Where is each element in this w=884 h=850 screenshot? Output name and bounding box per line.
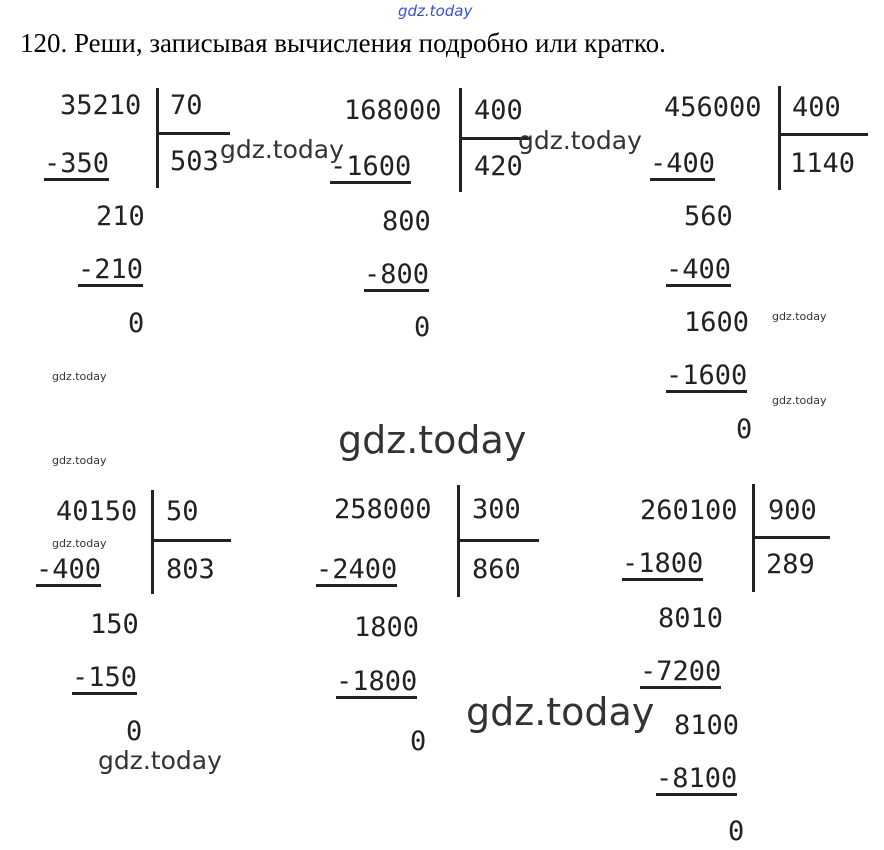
watermark: gdz.today (98, 746, 222, 775)
dividend: 40150 (56, 496, 138, 527)
step: 0 (126, 716, 143, 747)
step: -2400 (316, 554, 398, 585)
step: -1800 (336, 666, 418, 697)
step: 8100 (674, 710, 740, 741)
division-bar (459, 88, 462, 192)
quotient: 289 (766, 549, 815, 580)
watermark: gdz.today (518, 126, 642, 155)
quotient-line (459, 539, 539, 542)
step: 210 (96, 201, 145, 232)
step: -350 (44, 148, 110, 179)
step: 560 (684, 201, 733, 232)
watermark: gdz.today (466, 690, 655, 734)
divisor: 400 (792, 92, 841, 123)
step: 1800 (354, 612, 420, 643)
watermark-top: gdz.today (398, 2, 473, 20)
step: -400 (36, 554, 102, 585)
divisor: 300 (472, 494, 521, 525)
watermark: gdz.today (52, 370, 107, 383)
step: 150 (90, 609, 139, 640)
dividend: 258000 (334, 494, 432, 525)
dividend: 456000 (664, 92, 762, 123)
step: -150 (72, 662, 138, 693)
division-bar (151, 490, 154, 594)
watermark: gdz.today (52, 454, 107, 467)
quotient-line (780, 133, 868, 136)
divisor: 70 (170, 90, 203, 121)
step: 0 (414, 312, 431, 343)
step: 1600 (684, 307, 750, 338)
dividend: 35210 (60, 90, 142, 121)
step: -400 (666, 254, 732, 285)
quotient: 503 (170, 146, 219, 177)
step: 0 (410, 726, 427, 757)
step: -1800 (622, 548, 704, 579)
step: -1600 (330, 151, 412, 182)
divisor: 50 (166, 496, 199, 527)
task-title: 120. Реши, записывая вычисления подробно или кратко. (20, 28, 666, 58)
step: 8010 (658, 603, 724, 634)
step: -210 (78, 254, 144, 285)
divisor: 900 (768, 495, 817, 526)
step: -800 (364, 259, 430, 290)
quotient: 860 (472, 554, 521, 585)
dividend: 260100 (640, 495, 738, 526)
quotient-line (754, 536, 830, 539)
divisor: 400 (474, 95, 523, 126)
step: -400 (650, 148, 716, 179)
step: 0 (728, 816, 745, 847)
quotient: 1140 (790, 148, 856, 179)
quotient: 803 (166, 554, 215, 585)
step: -1600 (666, 360, 748, 391)
quotient: 420 (474, 151, 523, 182)
division-bar (156, 88, 159, 188)
dividend: 168000 (344, 95, 442, 126)
watermark: gdz.today (338, 418, 527, 462)
step: 0 (128, 308, 145, 339)
watermark: gdz.today (52, 537, 107, 550)
step: -8100 (656, 763, 738, 794)
step: -7200 (640, 656, 722, 687)
division-bar (778, 86, 781, 190)
step: 0 (736, 414, 753, 445)
watermark: gdz.today (772, 310, 827, 323)
watermark: gdz.today (220, 135, 344, 164)
quotient-line (153, 539, 231, 542)
watermark: gdz.today (772, 394, 827, 407)
step: 800 (382, 206, 431, 237)
